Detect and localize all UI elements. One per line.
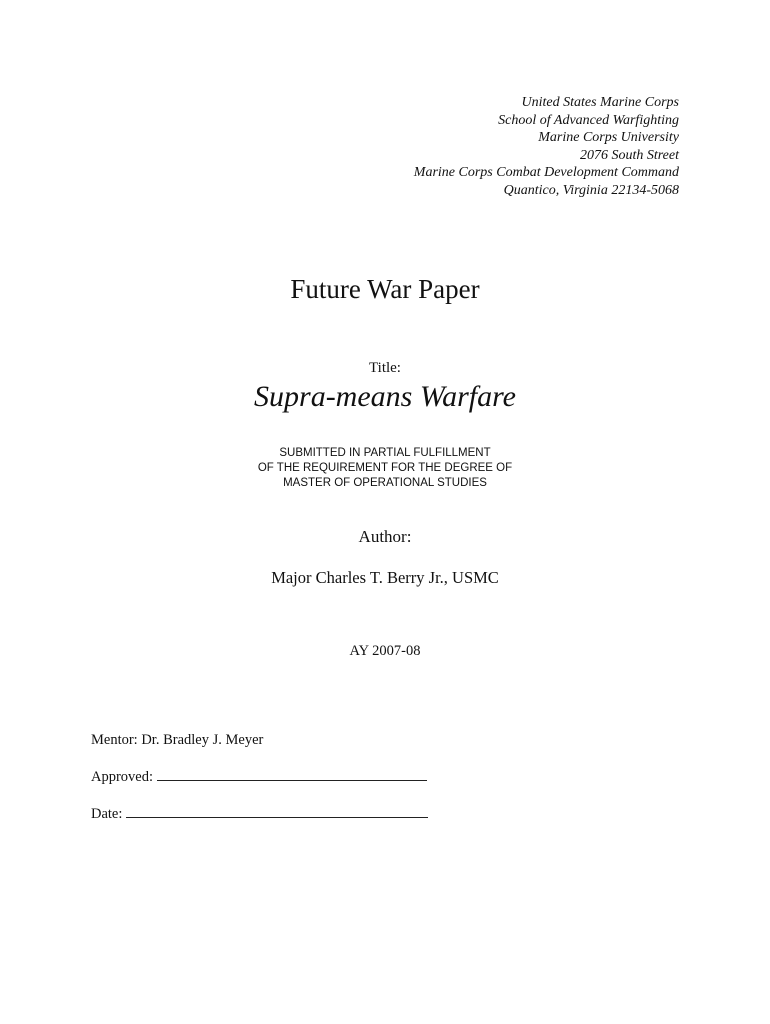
paper-title: Supra-means Warfare (254, 380, 516, 413)
paper-type-heading: Future War Paper (290, 274, 480, 304)
mentor-line: Mentor: Dr. Bradley J. Meyer (91, 732, 264, 748)
approved-signature-line (157, 766, 427, 781)
date-signature-line (126, 803, 428, 818)
address-line: 2076 South Street (579, 147, 679, 163)
author-name: Major Charles T. Berry Jr., USMC (271, 568, 499, 587)
date-row (91, 803, 428, 823)
submission-statement (0, 446, 770, 491)
institution-address (414, 94, 679, 200)
address-line: Marine Corps Combat Development Command (413, 165, 679, 181)
address-line: Quantico, Virginia 22134-5068 (503, 182, 679, 198)
date-label: Date: (91, 806, 123, 822)
author-label: Author: (358, 527, 412, 546)
approved-label: Approved: (91, 769, 154, 785)
address-line: United States Marine Corps (521, 95, 679, 110)
academic-year: AY 2007-08 (349, 643, 421, 659)
submission-line: SUBMITTED IN PARTIAL FULFILLMENT (279, 447, 491, 459)
approved-row (91, 766, 427, 786)
address-line: Marine Corps University (538, 130, 679, 146)
submission-line: MASTER OF OPERATIONAL STUDIES (283, 477, 487, 489)
title-label: Title: (369, 360, 401, 376)
submission-line: OF THE REQUIREMENT FOR THE DEGREE OF (257, 462, 513, 474)
address-line: School of Advanced Warfighting (498, 112, 679, 128)
